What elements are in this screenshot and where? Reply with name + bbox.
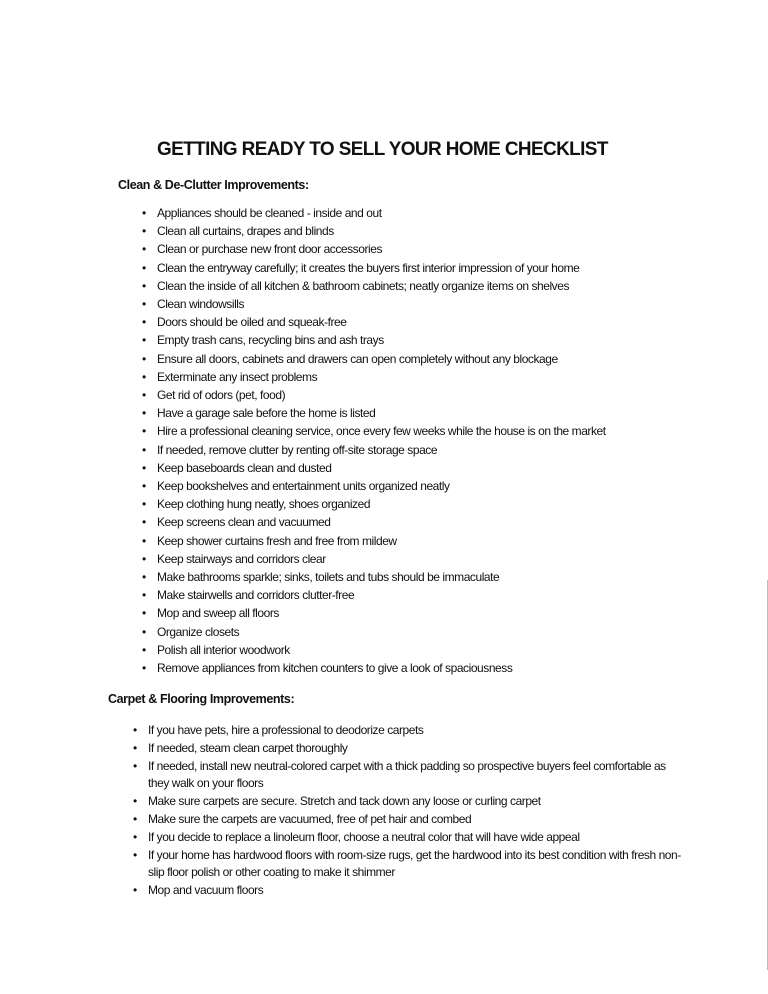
list-item: [142, 259, 606, 277]
bullet-icon: •: [142, 315, 146, 330]
list-item: [142, 422, 606, 440]
bullet-icon: •: [133, 740, 137, 755]
bullet-icon: •: [142, 369, 146, 384]
bullet-icon: •: [142, 515, 146, 530]
list-item: [142, 641, 606, 659]
bullet-icon: •: [142, 242, 146, 257]
list-item: [142, 404, 606, 422]
list-item-text: Make stairwells and corridors clutter-free: [157, 588, 355, 603]
bullet-icon: •: [142, 388, 146, 403]
list-item: [142, 513, 606, 531]
list-item-text: Clean the entryway carefully; it creates the buyers first interior impression of your home: [157, 260, 580, 275]
bullet-icon: •: [142, 351, 146, 366]
carpet-flooring-list: [133, 722, 688, 900]
list-item: [142, 204, 606, 222]
list-item-text: If needed, steam clean carpet thoroughly: [148, 740, 348, 755]
list-item-text: Doors should be oiled and squeak-free: [157, 315, 347, 330]
list-item: [133, 740, 688, 758]
bullet-icon: •: [142, 551, 146, 566]
list-item-text: If needed, remove clutter by renting off-site storage space: [157, 442, 438, 457]
list-item: [142, 386, 606, 404]
list-item-text: Mop and vacuum floors: [148, 883, 264, 898]
list-item: [142, 532, 606, 550]
bullet-icon: •: [142, 278, 146, 293]
bullet-icon: •: [142, 224, 146, 239]
bullet-icon: •: [142, 588, 146, 603]
list-item-text: Get rid of odors (pet, food): [157, 388, 286, 403]
section-heading-carpet-flooring: Carpet & Flooring Improvements:: [108, 692, 295, 706]
list-item: [142, 495, 606, 513]
list-item: [142, 368, 606, 386]
list-item-text: Keep screens clean and vacuumed: [157, 515, 331, 530]
list-item-text: If you decide to replace a linoleum floor, choose a neutral color that will have wide appeal: [148, 829, 580, 844]
list-item: [133, 758, 688, 794]
list-item: [142, 568, 606, 586]
bullet-icon: •: [142, 333, 146, 348]
list-item-text: Empty trash cans, recycling bins and ash trays: [157, 333, 384, 348]
bullet-icon: •: [142, 406, 146, 421]
list-item-text: Keep baseboards clean and dusted: [157, 460, 332, 475]
list-item: [142, 277, 606, 295]
section-heading-clean-declutter: Clean & De-Clutter Improvements:: [118, 178, 309, 192]
bullet-icon: •: [142, 624, 146, 639]
page-title: GETTING READY TO SELL YOUR HOME CHECKLIST: [157, 138, 608, 160]
list-item: [142, 659, 606, 677]
list-item-text: Remove appliances from kitchen counters to give a look of spaciousness: [157, 661, 513, 676]
list-item-text: Clean windowsills: [157, 297, 245, 312]
list-item: [142, 441, 606, 459]
bullet-icon: •: [142, 460, 146, 475]
list-item-text: Clean or purchase new front door accessories: [157, 242, 382, 257]
list-item: [142, 604, 606, 622]
list-item-text: Exterminate any insect problems: [157, 369, 318, 384]
list-item: [133, 829, 688, 847]
bullet-icon: •: [142, 206, 146, 220]
bullet-icon: •: [133, 811, 137, 826]
bullet-icon: •: [142, 533, 146, 548]
clean-declutter-list: [142, 204, 606, 677]
bullet-icon: •: [133, 758, 137, 773]
bullet-icon: •: [142, 297, 146, 312]
list-item-text: Appliances should be cleaned - inside and out: [157, 206, 382, 220]
list-item-text: Clean all curtains, drapes and blinds: [157, 224, 334, 239]
bullet-icon: •: [142, 606, 146, 621]
list-item-text: Make sure carpets are secure. Stretch and tack down any loose or curling carpet: [148, 794, 541, 809]
list-item: [142, 459, 606, 477]
bullet-icon: •: [133, 794, 137, 809]
list-item-text: Ensure all doors, cabinets and drawers can open completely without any blockage: [157, 351, 558, 366]
bullet-icon: •: [142, 570, 146, 585]
list-item-text: Clean the inside of all kitchen & bathroom cabinets; neatly organize items on shelves: [157, 278, 570, 293]
list-item: [142, 313, 606, 331]
list-item-text: Keep clothing hung neatly, shoes organized: [157, 497, 371, 512]
list-item: [133, 882, 688, 900]
list-item: [142, 350, 606, 368]
list-item-text: If needed, install new neutral-colored carpet with a thick padding so prospective buyers feel comfortable as they walk on your floors: [148, 758, 666, 791]
list-item: [142, 586, 606, 604]
list-item-text: Keep stairways and corridors clear: [157, 551, 326, 566]
list-item-text: Mop and sweep all floors: [157, 606, 279, 621]
list-item: [142, 477, 606, 495]
list-item-text: Hire a professional cleaning service, once every few weeks while the house is on the market: [157, 424, 606, 439]
list-item: [133, 847, 688, 883]
bullet-icon: •: [142, 497, 146, 512]
list-item: [133, 722, 688, 740]
list-item-text: Organize closets: [157, 624, 240, 639]
list-item: [142, 222, 606, 240]
bullet-icon: •: [142, 424, 146, 439]
list-item-text: Keep bookshelves and entertainment units organized neatly: [157, 479, 450, 494]
list-item: [133, 793, 688, 811]
list-item-text: If you have pets, hire a professional to deodorize carpets: [148, 723, 424, 737]
bullet-icon: •: [133, 883, 137, 898]
list-item: [142, 331, 606, 349]
bullet-icon: •: [142, 442, 146, 457]
list-item: [142, 550, 606, 568]
list-item: [133, 811, 688, 829]
list-item: [142, 295, 606, 313]
list-item: [142, 623, 606, 641]
bullet-icon: •: [133, 847, 137, 862]
list-item-text: Have a garage sale before the home is listed: [157, 406, 376, 421]
list-item-text: Make sure the carpets are vacuumed, free of pet hair and combed: [148, 811, 472, 826]
bullet-icon: •: [142, 661, 146, 676]
list-item-text: If your home has hardwood floors with room-size rugs, get the hardwood into its best condition with fresh non-slip floor polish or other coating to make it shimmer: [148, 847, 681, 880]
bullet-icon: •: [142, 642, 146, 657]
bullet-icon: •: [142, 260, 146, 275]
bullet-icon: •: [133, 829, 137, 844]
list-item-text: Polish all interior woodwork: [157, 642, 290, 657]
list-item: [142, 240, 606, 258]
bullet-icon: •: [142, 479, 146, 494]
list-item-text: Make bathrooms sparkle; sinks, toilets and tubs should be immaculate: [157, 570, 500, 585]
list-item-text: Keep shower curtains fresh and free from mildew: [157, 533, 397, 548]
bullet-icon: •: [133, 723, 137, 737]
